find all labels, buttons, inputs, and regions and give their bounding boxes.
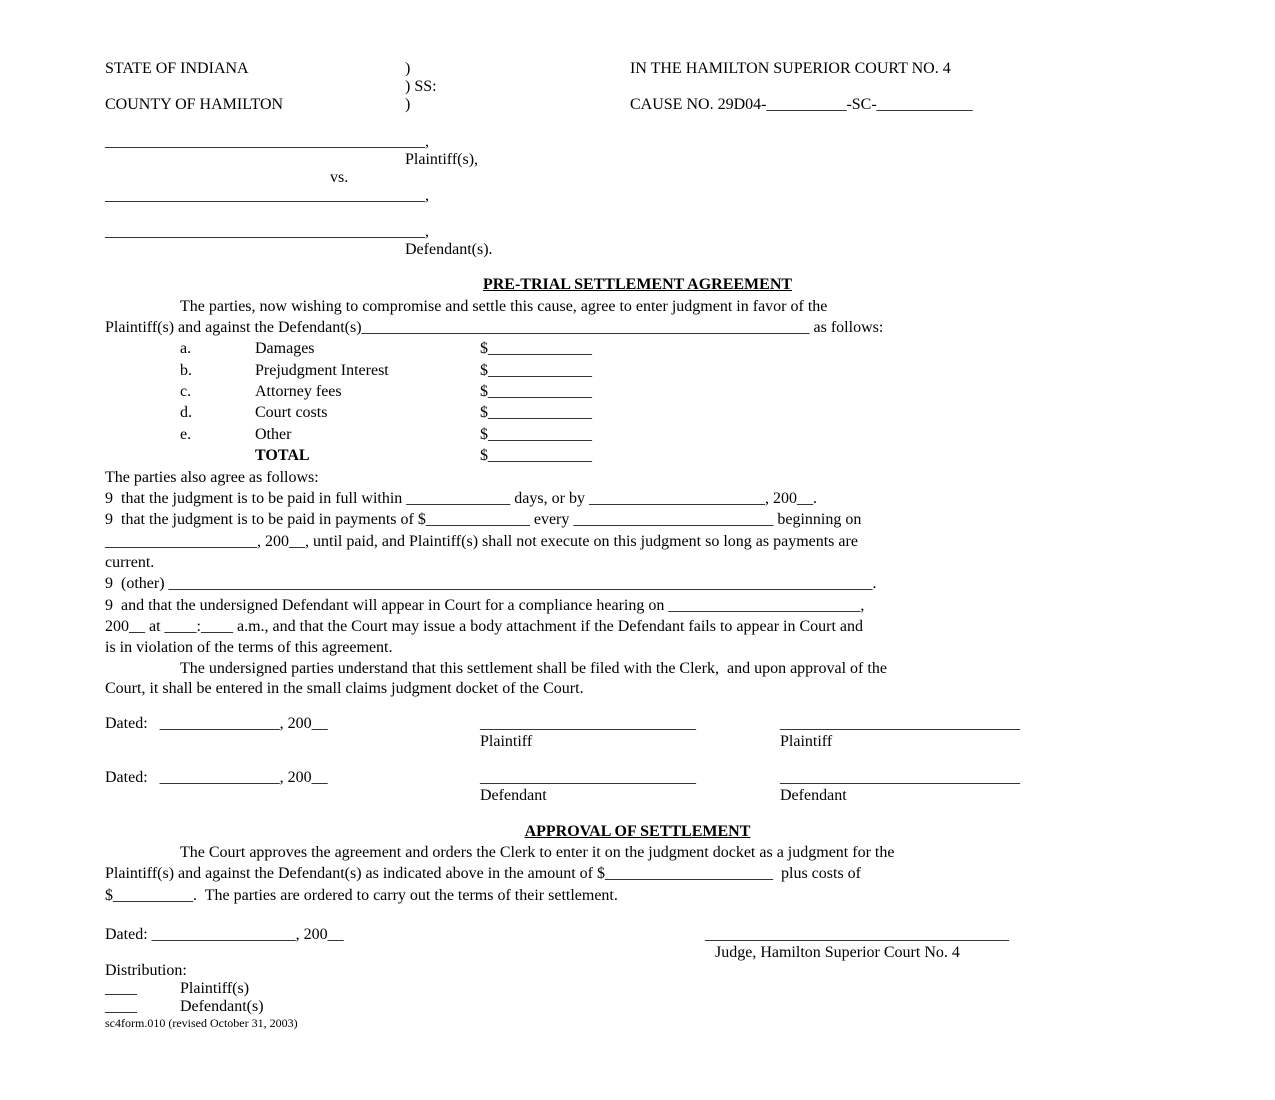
distribution-item-label: Defendant(s) xyxy=(180,998,264,1015)
form-footer: sc4form.010 (revised October 31, 2003) xyxy=(105,1016,298,1030)
defendant-signature-label: Defendant xyxy=(780,787,847,804)
versus-label: vs. xyxy=(330,169,349,186)
plaintiff-signature-line[interactable]: ___________________________ xyxy=(480,715,696,732)
distribution-item-label: Plaintiff(s) xyxy=(180,980,250,997)
distribution-checkbox[interactable]: ____ xyxy=(105,980,137,997)
defendant-signature-line[interactable]: ______________________________ xyxy=(780,769,1020,786)
agreement-intro: Plaintiff(s) and against the Defendant(s)________________________________________________________ as follows: xyxy=(105,319,884,336)
defendant-name-line[interactable]: ________________________________________, xyxy=(105,223,429,240)
dated-field[interactable]: Dated: _______________, 200__ xyxy=(105,769,328,786)
item-letter: c. xyxy=(180,383,192,400)
caption-paren: ) xyxy=(405,96,411,113)
approval-title: APPROVAL OF SETTLEMENT xyxy=(524,823,751,840)
item-label: Damages xyxy=(255,340,315,357)
item-amount-field[interactable]: $_____________ xyxy=(480,362,592,379)
approval-dated-field[interactable]: Dated: __________________, 200__ xyxy=(105,926,344,943)
item-letter: a. xyxy=(180,340,192,357)
option-payments[interactable]: 9 that the judgment is to be paid in payments of $_____________ every _________________________ beginning on xyxy=(105,511,862,528)
judge-signature-label: Judge, Hamilton Superior Court No. 4 xyxy=(715,944,960,961)
option-compliance-cont: is in violation of the terms of this agreement. xyxy=(105,639,393,656)
plaintiff-signature-label: Plaintiff xyxy=(780,733,833,750)
item-amount-field[interactable]: $_____________ xyxy=(480,426,592,443)
defendant-name-line[interactable]: ________________________________________, xyxy=(105,187,429,204)
defendant-label: Defendant(s). xyxy=(405,241,493,258)
item-label: Prejudgment Interest xyxy=(255,362,389,379)
item-amount-field[interactable]: $_____________ xyxy=(480,340,592,357)
item-letter: b. xyxy=(180,362,192,379)
item-letter: d. xyxy=(180,404,192,421)
defendant-signature-label: Defendant xyxy=(480,787,547,804)
total-label: TOTAL xyxy=(255,447,310,464)
option-paid-in-full[interactable]: 9 that the judgment is to be paid in full within _____________ days, or by ______________________, 200__. xyxy=(105,490,817,507)
option-other[interactable]: 9 (other) ________________________________________________________________________________________. xyxy=(105,575,877,592)
distribution-checkbox[interactable]: ____ xyxy=(105,998,137,1015)
agreement-title: PRE-TRIAL SETTLEMENT AGREEMENT xyxy=(482,276,793,293)
plaintiff-name-line[interactable]: ________________________________________, xyxy=(105,133,429,150)
plaintiff-label: Plaintiff(s), xyxy=(405,151,479,168)
item-letter: e. xyxy=(180,426,192,443)
approval-paragraph: The Court approves the agreement and orders the Clerk to enter it on the judgment docket as a judgment for the xyxy=(180,844,895,861)
approval-paragraph: $__________. The parties are ordered to carry out the terms of their settlement. xyxy=(105,887,618,904)
item-amount-field[interactable]: $_____________ xyxy=(480,383,592,400)
option-payments-cont: ___________________, 200__, until paid, and Plaintiff(s) shall not execute on this judgment so long as payments are xyxy=(105,533,858,550)
court-name: IN THE HAMILTON SUPERIOR COURT NO. 4 xyxy=(630,60,951,77)
option-compliance-cont: 200__ at ____:____ a.m., and that the Court may issue a body attachment if the Defendant fails to appear in Court and xyxy=(105,618,864,635)
approval-paragraph: Plaintiff(s) and against the Defendant(s) as indicated above in the amount of $_____________________ plus costs of xyxy=(105,865,861,882)
item-label: Attorney fees xyxy=(255,383,342,400)
agreement-intro: The parties, now wishing to compromise and settle this cause, agree to enter judgment in favor of the xyxy=(180,298,828,315)
caption-ss: ) SS: xyxy=(405,78,437,95)
option-compliance-hearing[interactable]: 9 and that the undersigned Defendant will appear in Court for a compliance hearing on ________________________, xyxy=(105,597,865,614)
cause-number: CAUSE NO. 29D04-__________-SC-____________ xyxy=(630,96,973,113)
defendant-signature-line[interactable]: ___________________________ xyxy=(480,769,696,786)
caption-state: STATE OF INDIANA xyxy=(105,60,249,77)
plaintiff-signature-line[interactable]: ______________________________ xyxy=(780,715,1020,732)
also-agree-label: The parties also agree as follows: xyxy=(105,469,319,486)
understanding-paragraph: Court, it shall be entered in the small claims judgment docket of the Court. xyxy=(105,680,584,697)
item-label: Other xyxy=(255,426,292,443)
judge-signature-line[interactable]: ______________________________________ xyxy=(705,926,1009,943)
dated-field[interactable]: Dated: _______________, 200__ xyxy=(105,715,328,732)
plaintiff-signature-label: Plaintiff xyxy=(480,733,533,750)
item-label: Court costs xyxy=(255,404,328,421)
understanding-paragraph: The undersigned parties understand that this settlement shall be filed with the Clerk, and upon approval of the xyxy=(180,660,887,677)
total-amount-field[interactable]: $_____________ xyxy=(480,447,592,464)
caption-paren: ) xyxy=(405,60,411,77)
distribution-label: Distribution: xyxy=(105,962,187,979)
item-amount-field[interactable]: $_____________ xyxy=(480,404,592,421)
caption-county: COUNTY OF HAMILTON xyxy=(105,96,284,113)
option-payments-cont: current. xyxy=(105,554,155,571)
